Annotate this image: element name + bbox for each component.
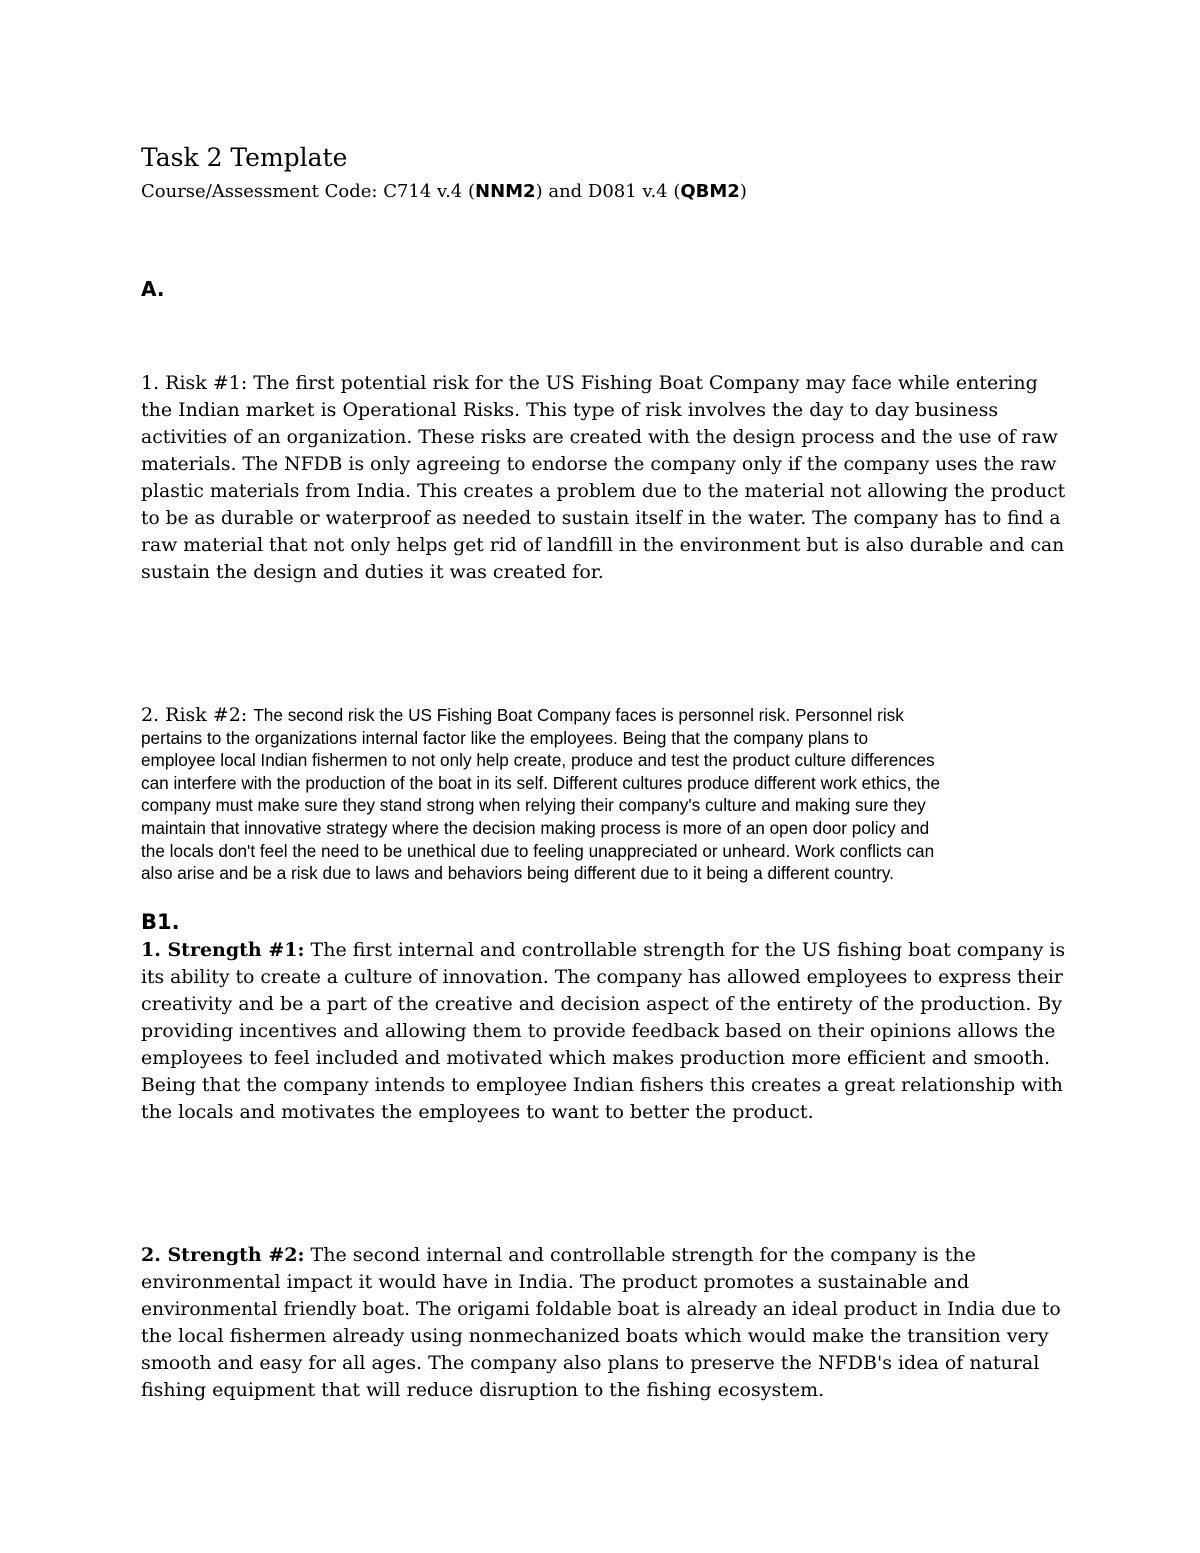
risk-1-line: activities of an organization. These risks are created with the design process and the use of raw xyxy=(141,427,1058,448)
risk-2-line: company must make sure they stand strong when relying their company's culture and making sure they xyxy=(141,795,926,816)
risk-2-line: also arise and be a risk due to laws and behaviors being different due to it being a different country. xyxy=(141,863,894,884)
course-code-nnm2: NNM2 xyxy=(475,181,536,202)
risk-2-lead: 2. Risk #2: xyxy=(141,704,254,726)
course-code-line xyxy=(141,180,747,204)
course-code-prefix: Course/Assessment Code: C714 v.4 ( xyxy=(141,181,476,202)
risk-2-line: the locals don't feel the need to be unethical due to feeling unappreciated or unheard. Work conflicts can xyxy=(141,840,935,861)
risk-1-line: to be as durable or waterproof as needed to sustain itself in the water. The company has to find a xyxy=(141,508,1061,529)
document-title: Task 2 Template xyxy=(141,143,348,172)
section-b1-heading: B1. xyxy=(141,910,180,934)
risk-2-line xyxy=(141,704,1066,727)
strength-2-line: environmental impact it would have in India. The product promotes a sustainable and xyxy=(141,1271,970,1293)
strength-1-line: employees to feel included and motivated which makes production more efficient and smooth. xyxy=(141,1047,1051,1069)
risk-2-line: pertains to the organizations internal factor like the employees. Being that the company plans to xyxy=(141,727,869,748)
strength-2-line: the local fishermen already using nonmechanized boats which would make the transition very xyxy=(141,1325,1049,1347)
strength-1-line: its ability to create a culture of innovation. The company has allowed employees to express their xyxy=(141,967,1063,988)
course-code-qbm2: QBM2 xyxy=(680,181,740,202)
risk-1-line: sustain the design and duties it was created for. xyxy=(141,561,604,583)
section-a-heading: A. xyxy=(141,277,165,301)
strength-2-line: smooth and easy for all ages. The company also plans to preserve the NFDB's idea of natural xyxy=(141,1352,1040,1374)
risk-2-text: The second risk the US Fishing Boat Company faces is personnel risk. Personnel risk xyxy=(253,705,904,725)
strength-1-line xyxy=(141,937,1066,964)
risk-1-line: materials. The NFDB is only agreeing to endorse the company only if the company uses the raw xyxy=(141,454,1057,475)
risk-1-paragraph xyxy=(141,370,1066,586)
strength-1-line: Being that the company intends to employee Indian fishers this creates a great relationship with xyxy=(141,1075,1063,1096)
risk-1-line: raw material that not only helps get rid of landfill in the environment but is also durable and can xyxy=(141,535,1065,556)
risk-1-line: plastic materials from India. This creates a problem due to the material not allowing the product xyxy=(141,481,1066,502)
strength-2-label: 2. Strength #2: xyxy=(141,1244,305,1266)
risk-2-line: maintain that innovative strategy where the decision making process is more of an open door policy and xyxy=(141,817,930,838)
course-code-suffix: ) xyxy=(739,181,747,202)
risk-2-line: can interfere with the production of the boat in its self. Different cultures produce different work ethics, the xyxy=(141,772,941,793)
strength-2-line: environmental friendly boat. The origami foldable boat is already an ideal product in India due to xyxy=(141,1299,1061,1320)
risk-2-line: employee local Indian fishermen to not only help create, produce and test the product culture differences xyxy=(141,750,935,771)
strength-2-line: fishing equipment that will reduce disruption to the fishing ecosystem. xyxy=(141,1379,825,1401)
course-code-middle: ) and D081 v.4 ( xyxy=(535,181,681,202)
risk-1-line: the Indian market is Operational Risks. This type of risk involves the day to day business xyxy=(141,399,999,421)
strength-1-line: creativity and be a part of the creative and decision aspect of the entirety of the production. By xyxy=(141,993,1063,1015)
strength-1-line: the locals and motivates the employees to want to better the product. xyxy=(141,1101,814,1123)
risk-2-paragraph xyxy=(141,704,1066,885)
strength-2-line xyxy=(141,1242,1066,1269)
strength-1-line: providing incentives and allowing them to provide feedback based on their opinions allows the xyxy=(141,1020,1056,1042)
strength-2-paragraph xyxy=(141,1242,1066,1404)
strength-1-text: The first internal and controllable strength for the US fishing boat company is xyxy=(304,939,1066,961)
risk-1-line: 1. Risk #1: The first potential risk for the US Fishing Boat Company may face while entering xyxy=(141,372,1038,394)
strength-2-text: The second internal and controllable strength for the company is the xyxy=(304,1244,976,1266)
strength-1-label: 1. Strength #1: xyxy=(141,939,305,961)
strength-1-paragraph xyxy=(141,937,1066,1126)
